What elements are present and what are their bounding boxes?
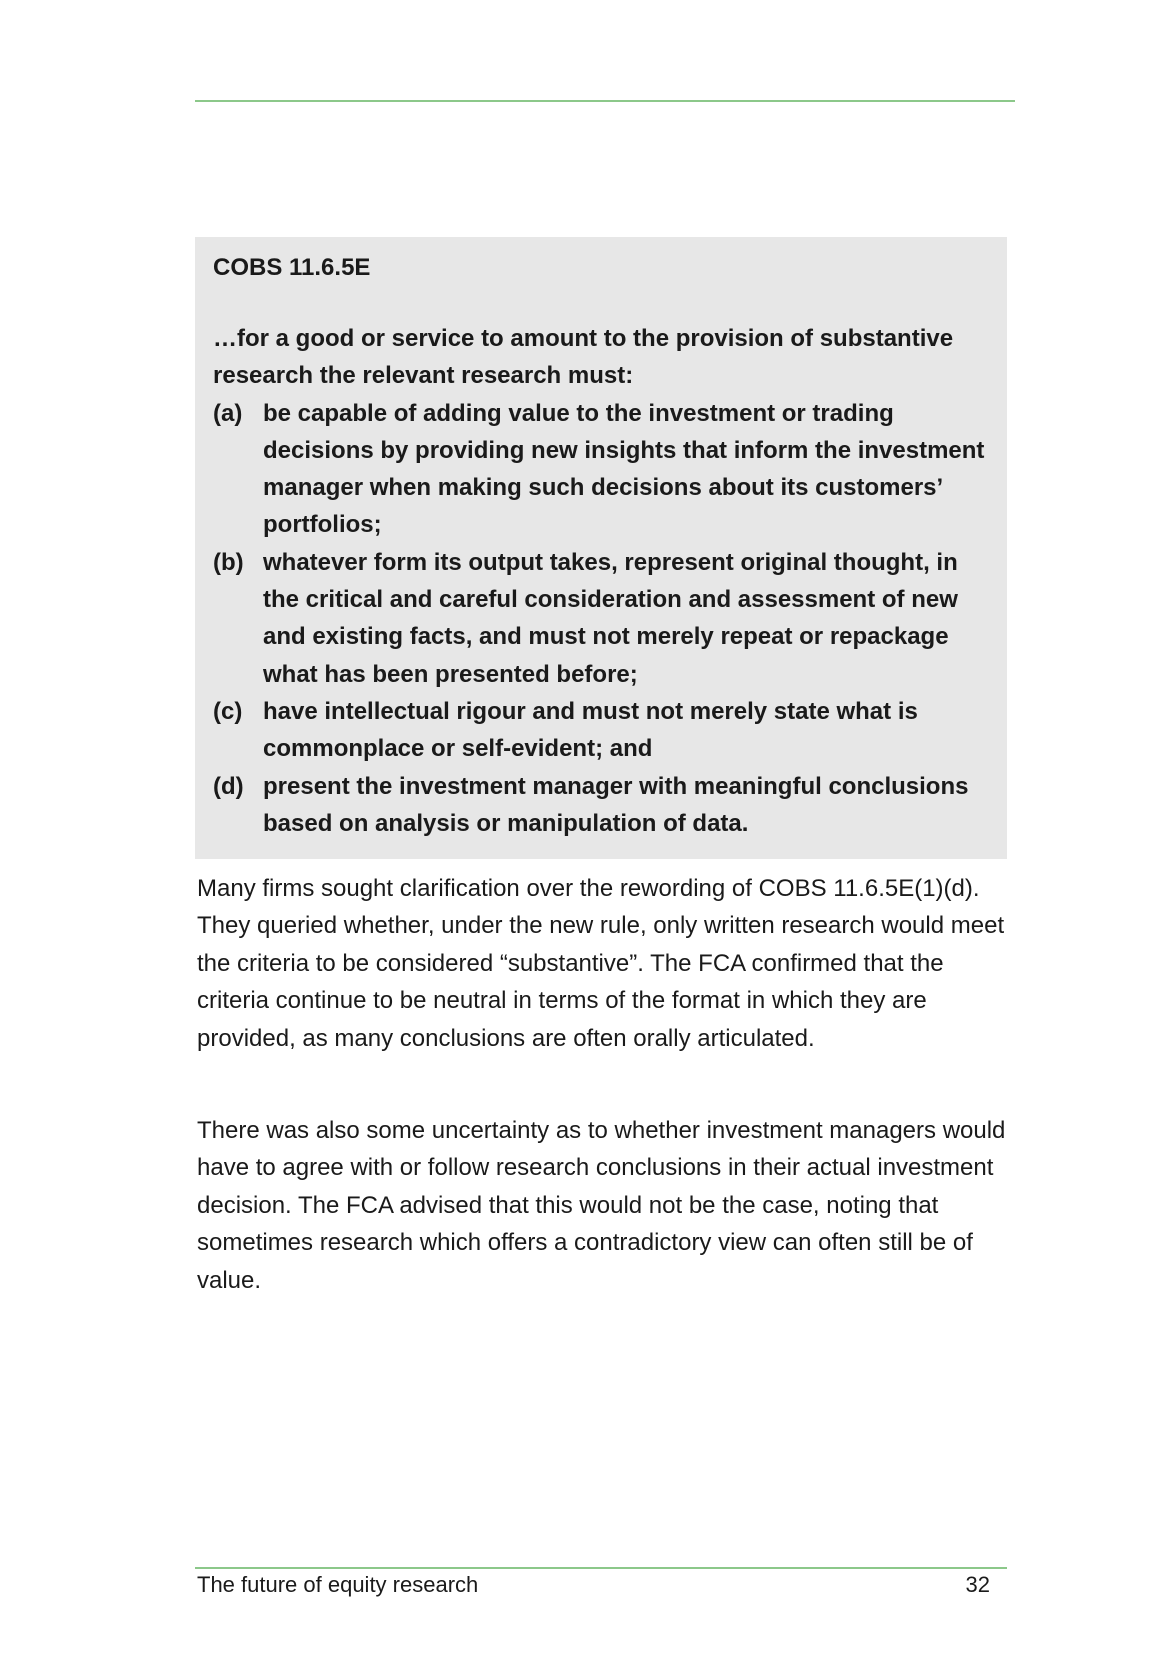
criterion-text: be capable of adding value to the investment or trading decisions by providing new insights that inform the investment manager when making such decisions about its customers’ portfolios; <box>263 399 985 539</box>
list-marker: (b) <box>213 548 244 576</box>
rule-intro-text: …for a good or service to amount to the provision of substantive research the relevant research must: <box>213 325 954 390</box>
footer-rule <box>195 1567 1007 1569</box>
rule-criterion-c <box>213 693 989 768</box>
rule-reference-title: COBS 11.6.5E <box>213 254 371 281</box>
rule-criterion-d <box>213 768 989 843</box>
rule-excerpt-box <box>195 237 1007 859</box>
criterion-text: have intellectual rigour and must not merely state what is commonplace or self-evident; and <box>263 697 918 763</box>
rule-criterion-b <box>213 544 989 693</box>
body-paragraph: Many firms sought clarification over the rewording of COBS 11.6.5E(1)(d). They queried whether, under the new rule, only written research would meet the criteria to be considered “substantive”. The FCA confirmed that the criteria continue to be neutral in terms of the format in which they are provided, as many conclusions are often orally articulated. <box>197 875 1005 1052</box>
criterion-text: present the investment manager with meaningful conclusions based on analysis or manipulation of data. <box>263 772 969 837</box>
page-number: 32 <box>965 1572 990 1597</box>
rule-criterion-a <box>213 395 989 544</box>
list-marker: (d) <box>213 772 244 800</box>
criterion-text: whatever form its output takes, represent original thought, in the critical and careful consideration and assessment of new and existing facts, and must not merely repeat or repackage what has been presented before; <box>263 548 958 688</box>
body-paragraph: There was also some uncertainty as to whether investment managers would have to agree with or follow research conclusions in their actual investment decision. The FCA advised that this would not be the case, noting that sometimes research which offers a contradictory view can often still be of value. <box>197 1117 1006 1294</box>
rule-criteria-list <box>213 395 989 843</box>
list-marker: (a) <box>213 399 243 427</box>
list-marker: (c) <box>213 697 243 725</box>
header-rule <box>195 100 1015 102</box>
footer-document-title: The future of equity research <box>197 1572 479 1597</box>
